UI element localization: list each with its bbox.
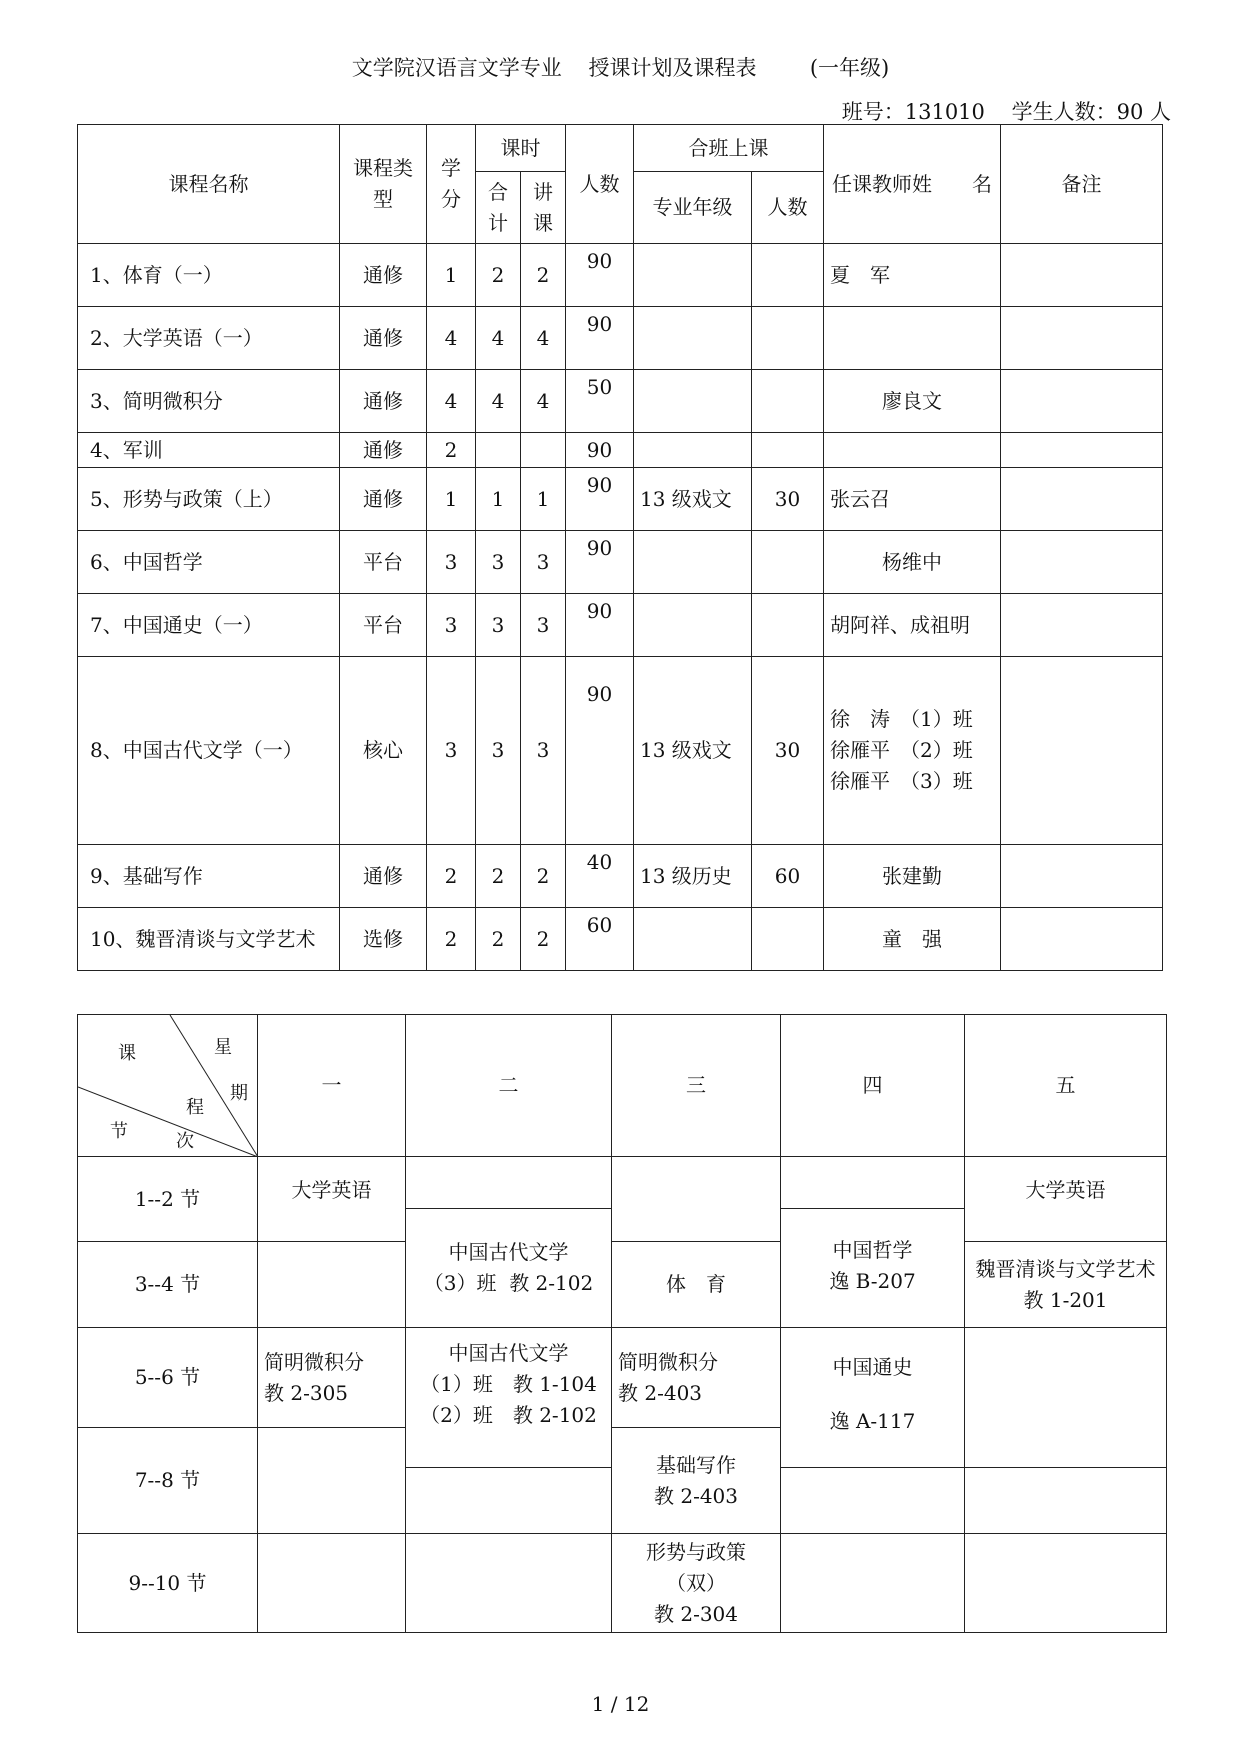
table-row: [78, 244, 1163, 307]
schedule-cell-mon-3-4: [258, 1242, 406, 1328]
course-name: 2、大学英语（一）: [78, 307, 340, 370]
course-hours-lecture: 4: [521, 370, 566, 433]
schedule-cell-thu-1-2: [781, 1157, 965, 1209]
course-teacher: [824, 307, 1001, 370]
period-label: 7--8 节: [78, 1428, 258, 1534]
course-credits: 3: [427, 657, 476, 845]
header-teacher: 任课教师姓 名: [824, 125, 1001, 244]
course-teacher: 胡阿祥、成祖明: [824, 594, 1001, 657]
course-hours-total: 3: [476, 531, 521, 594]
day-header-thu: 四: [781, 1015, 965, 1157]
schedule-cell-tue-7-8: [406, 1468, 612, 1534]
course-name: 1、体育（一）: [78, 244, 340, 307]
table-row: [78, 468, 1163, 531]
course-hours-lecture: 2: [521, 244, 566, 307]
schedule-cell-fri-7-8: [965, 1468, 1167, 1534]
schedule-cell-thu-3-4: 中国哲学 逸 B-207: [781, 1209, 965, 1328]
header-hours-total: 合计: [476, 172, 521, 244]
course-major-students: [752, 594, 824, 657]
schedule-cell-mon-7-8: [258, 1428, 406, 1534]
schedule-cell-fri-3-4: 魏晋清谈与文学艺术 教 1-201: [965, 1242, 1167, 1328]
weekly-schedule-table: [77, 1014, 1167, 1633]
course-credits: 4: [427, 307, 476, 370]
table-row: [78, 531, 1163, 594]
course-type: 通修: [340, 845, 427, 908]
course-hours-lecture: 1: [521, 468, 566, 531]
course-notes: [1001, 307, 1163, 370]
course-major-students: [752, 370, 824, 433]
course-name: 7、中国通史（一）: [78, 594, 340, 657]
header-major-grade: 专业年级: [634, 172, 752, 244]
period-label: 1--2 节: [78, 1157, 258, 1242]
schedule-cell-wed-5-6: 简明微积分 教 2-403: [612, 1328, 781, 1428]
course-major: [634, 433, 752, 468]
course-hours-lecture: 3: [521, 594, 566, 657]
course-name: 10、魏晋清谈与文学艺术: [78, 908, 340, 971]
header-hours-lecture: 讲课: [521, 172, 566, 244]
course-type: 平台: [340, 531, 427, 594]
course-name: 8、中国古代文学（一）: [78, 657, 340, 845]
corner-label-cheng: 程: [186, 1097, 204, 1118]
course-major-students: 60: [752, 845, 824, 908]
course-hours-lecture: 2: [521, 908, 566, 971]
course-type: 通修: [340, 244, 427, 307]
header-combined: 合班上课: [634, 125, 824, 172]
page-title: 文学院汉语言文学专业 授课计划及课程表 (一年级): [351, 56, 890, 80]
day-header-mon: 一: [258, 1015, 406, 1157]
schedule-cell-fri-9-10: [965, 1534, 1167, 1633]
corner-label-xing: 星: [214, 1037, 232, 1058]
period-label: 5--6 节: [78, 1328, 258, 1428]
course-teacher: 张建勤: [824, 845, 1001, 908]
header-hours: 课时: [476, 125, 566, 172]
schedule-cell-mon-5-6: 简明微积分 教 2-305: [258, 1328, 406, 1428]
course-teacher: 徐 涛 （1）班 徐雁平 （2）班 徐雁平 （3）班: [824, 657, 1001, 845]
course-credits: 1: [427, 244, 476, 307]
course-name: 9、基础写作: [78, 845, 340, 908]
course-major-students: [752, 307, 824, 370]
course-notes: [1001, 531, 1163, 594]
course-type: 通修: [340, 468, 427, 531]
course-name: 5、形势与政策（上）: [78, 468, 340, 531]
course-notes: [1001, 370, 1163, 433]
course-teacher: 夏 军: [824, 244, 1001, 307]
course-hours-lecture: [521, 433, 566, 468]
schedule-cell-mon-9-10: [258, 1534, 406, 1633]
course-hours-lecture: 2: [521, 845, 566, 908]
course-hours-total: 2: [476, 845, 521, 908]
course-type: 选修: [340, 908, 427, 971]
course-major: [634, 370, 752, 433]
course-students: 90: [566, 244, 634, 307]
course-major: [634, 594, 752, 657]
course-teacher: 张云召: [824, 468, 1001, 531]
course-students: 40: [566, 845, 634, 908]
course-notes: [1001, 845, 1163, 908]
schedule-cell-tue-1-2: [406, 1157, 612, 1209]
schedule-cell-tue-3-4: 中国古代文学 （3）班 教 2-102: [406, 1209, 612, 1328]
course-hours-total: 4: [476, 370, 521, 433]
course-hours-lecture: 4: [521, 307, 566, 370]
course-major: [634, 908, 752, 971]
course-major: [634, 244, 752, 307]
course-type: 平台: [340, 594, 427, 657]
schedule-cell-thu-5-6: 中国通史 逸 A-117: [781, 1328, 965, 1468]
course-name: 6、中国哲学: [78, 531, 340, 594]
course-students: 60: [566, 908, 634, 971]
course-type: 通修: [340, 433, 427, 468]
course-major-students: [752, 244, 824, 307]
course-credits: 1: [427, 468, 476, 531]
course-type: 核心: [340, 657, 427, 845]
schedule-cell-thu-9-10: [781, 1534, 965, 1633]
day-header-tue: 二: [406, 1015, 612, 1157]
course-major-students: [752, 531, 824, 594]
course-notes: [1001, 468, 1163, 531]
course-teacher: 杨维中: [824, 531, 1001, 594]
schedule-cell-wed-7-8: 基础写作 教 2-403: [612, 1428, 781, 1534]
header-combined-students: 人数: [752, 172, 824, 244]
schedule-cell-wed-3-4: 体 育: [612, 1242, 781, 1328]
header-course-name: 课程名称: [78, 125, 340, 244]
course-credits: 3: [427, 531, 476, 594]
course-major: 13 级戏文: [634, 657, 752, 845]
course-major-students: [752, 433, 824, 468]
course-students: 90: [566, 594, 634, 657]
table-row: [78, 307, 1163, 370]
table-row: [78, 433, 1163, 468]
course-credits: 3: [427, 594, 476, 657]
corner-label-qi: 期: [230, 1083, 248, 1104]
course-major-students: 30: [752, 657, 824, 845]
schedule-cell-mon-1-2: 大学英语: [258, 1157, 406, 1242]
day-header-fri: 五: [965, 1015, 1167, 1157]
course-name: 4、军训: [78, 433, 340, 468]
course-students: 90: [566, 307, 634, 370]
course-major-students: [752, 908, 824, 971]
course-credits: 2: [427, 908, 476, 971]
schedule-corner-header: [78, 1015, 258, 1157]
course-hours-total: 4: [476, 307, 521, 370]
corner-label-jie: 节: [110, 1121, 128, 1142]
table-row: [78, 657, 1163, 845]
course-major: 13 级戏文: [634, 468, 752, 531]
course-credits: 4: [427, 370, 476, 433]
course-hours-total: 2: [476, 244, 521, 307]
course-students: 90: [566, 657, 634, 845]
table-row: [78, 908, 1163, 971]
course-hours-lecture: 3: [521, 657, 566, 845]
schedule-cell-tue-9-10: [406, 1534, 612, 1633]
schedule-cell-fri-5-6: [965, 1328, 1167, 1468]
day-header-wed: 三: [612, 1015, 781, 1157]
course-type: 通修: [340, 370, 427, 433]
course-hours-lecture: 3: [521, 531, 566, 594]
course-credits: 2: [427, 845, 476, 908]
header-students: 人数: [566, 125, 634, 244]
course-notes: [1001, 657, 1163, 845]
schedule-cell-wed-1-2: [612, 1157, 781, 1242]
course-students: 90: [566, 468, 634, 531]
corner-label-ke: 课: [118, 1043, 136, 1064]
course-notes: [1001, 433, 1163, 468]
period-label: 9--10 节: [78, 1534, 258, 1633]
table-row: [78, 594, 1163, 657]
course-notes: [1001, 594, 1163, 657]
course-teacher: [824, 433, 1001, 468]
course-notes: [1001, 244, 1163, 307]
course-hours-total: [476, 433, 521, 468]
course-notes: [1001, 908, 1163, 971]
schedule-cell-thu-7-8: [781, 1468, 965, 1534]
course-students: 90: [566, 531, 634, 594]
course-major: [634, 531, 752, 594]
period-label: 3--4 节: [78, 1242, 258, 1328]
header-notes: 备注: [1001, 125, 1163, 244]
course-teacher: 廖良文: [824, 370, 1001, 433]
course-hours-total: 3: [476, 657, 521, 845]
header-credits: 学分: [427, 125, 476, 244]
course-teacher: 童 强: [824, 908, 1001, 971]
table-row: [78, 370, 1163, 433]
schedule-cell-tue-5-6: 中国古代文学 （1）班 教 1-104 （2）班 教 2-102: [406, 1328, 612, 1468]
course-hours-total: 3: [476, 594, 521, 657]
schedule-cell-fri-1-2: 大学英语: [965, 1157, 1167, 1242]
corner-label-ci: 次: [176, 1131, 194, 1152]
course-name: 3、简明微积分: [78, 370, 340, 433]
course-type: 通修: [340, 307, 427, 370]
class-info: 班号：131010 学生人数：90 人: [841, 100, 1171, 124]
page-number: 1 / 12: [591, 1692, 650, 1716]
course-major-students: 30: [752, 468, 824, 531]
course-students: 50: [566, 370, 634, 433]
course-hours-total: 1: [476, 468, 521, 531]
header-course-type: 课程类型: [340, 125, 427, 244]
table-row: [78, 845, 1163, 908]
course-plan-table: [77, 124, 1163, 971]
course-credits: 2: [427, 433, 476, 468]
course-hours-total: 2: [476, 908, 521, 971]
schedule-cell-wed-9-10: 形势与政策 （双） 教 2-304: [612, 1534, 781, 1633]
course-students: 90: [566, 433, 634, 468]
course-major: [634, 307, 752, 370]
course-major: 13 级历史: [634, 845, 752, 908]
